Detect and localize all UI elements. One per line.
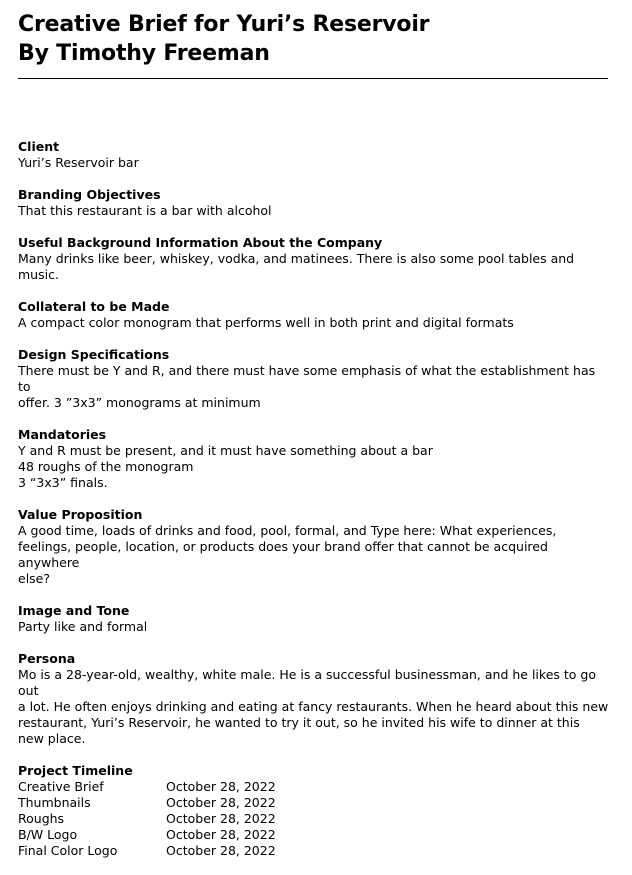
section-collateral: [18, 299, 610, 331]
section-heading: Persona: [18, 651, 76, 666]
section-heading: Image and Tone: [18, 603, 130, 618]
timeline-date: October 28, 2022: [166, 843, 276, 858]
section-text: That this restaurant is a bar with alcohol: [18, 203, 272, 218]
section-heading: Value Proposition: [18, 507, 143, 522]
section-background-info: [18, 235, 610, 283]
section-heading: Useful Background Information About the Company: [18, 235, 383, 250]
timeline-task: B/W Logo: [18, 827, 78, 842]
timeline-date: October 28, 2022: [166, 811, 276, 826]
timeline-row: [18, 795, 610, 811]
section-project-timeline: [18, 763, 610, 859]
section-text: feelings, people, location, or products does your brand offer that cannot be acquired anywhere: [18, 539, 548, 570]
timeline-row: [18, 827, 610, 843]
section-text: Y and R must be present, and it must have something about a bar: [18, 443, 433, 458]
section-text: A compact color monogram that performs well in both print and digital formats: [18, 315, 514, 330]
timeline-row: [18, 779, 610, 795]
section-client: [18, 139, 610, 171]
section-mandatories: [18, 427, 610, 491]
section-text: There must be Y and R, and there must have some emphasis of what the establishment has to: [18, 363, 596, 394]
timeline-date: October 28, 2022: [166, 779, 276, 794]
document-page: [18, 10, 610, 875]
section-text: a lot. He often enjoys drinking and eating at fancy restaurants. When he heard about this new: [18, 699, 609, 714]
timeline-task: Creative Brief: [18, 779, 104, 794]
section-heading: Design Specifications: [18, 347, 170, 362]
section-text: 3 “3x3” finals.: [18, 475, 108, 490]
brief-sections: [18, 139, 610, 859]
section-text: Yuri’s Reservoir bar: [18, 155, 139, 170]
section-persona: [18, 651, 610, 747]
section-text: offer. 3 ”3x3” monograms at minimum: [18, 395, 261, 410]
timeline-row: [18, 843, 610, 859]
title-divider: [18, 78, 608, 79]
title-line: Creative Brief for Yuri’s Reservoir: [18, 12, 430, 37]
timeline-date: October 28, 2022: [166, 827, 276, 842]
document-title: [18, 10, 610, 68]
section-heading: Project Timeline: [18, 763, 133, 778]
timeline-date: October 28, 2022: [166, 795, 276, 810]
section-branding-objectives: [18, 187, 610, 219]
section-heading: Branding Objectives: [18, 187, 161, 202]
timeline-task: Roughs: [18, 811, 65, 826]
section-text: 48 roughs of the monogram: [18, 459, 194, 474]
section-text: restaurant, Yuri’s Reservoir, he wanted to try it out, so he invited his wife to dinner at this: [18, 715, 580, 730]
timeline-row: [18, 811, 610, 827]
section-text: A good time, loads of drinks and food, pool, formal, and Type here: What experiences,: [18, 523, 557, 538]
section-text: Party like and formal: [18, 619, 148, 634]
section-value-proposition: [18, 507, 610, 587]
section-text: Many drinks like beer, whiskey, vodka, and matinees. There is also some pool tables and music.: [18, 251, 575, 282]
section-heading: Collateral to be Made: [18, 299, 170, 314]
section-text: Mo is a 28-year-old, wealthy, white male. He is a successful businessman, and he likes to go out: [18, 667, 596, 698]
section-image-and-tone: [18, 603, 610, 635]
author-line: By Timothy Freeman: [18, 41, 270, 66]
section-text: else?: [18, 571, 51, 586]
section-design-specifications: [18, 347, 610, 411]
timeline-task: Thumbnails: [18, 795, 91, 810]
timeline-task: Final Color Logo: [18, 843, 118, 858]
section-heading: Client: [18, 139, 60, 154]
section-heading: Mandatories: [18, 427, 107, 442]
section-text: new place.: [18, 731, 86, 746]
